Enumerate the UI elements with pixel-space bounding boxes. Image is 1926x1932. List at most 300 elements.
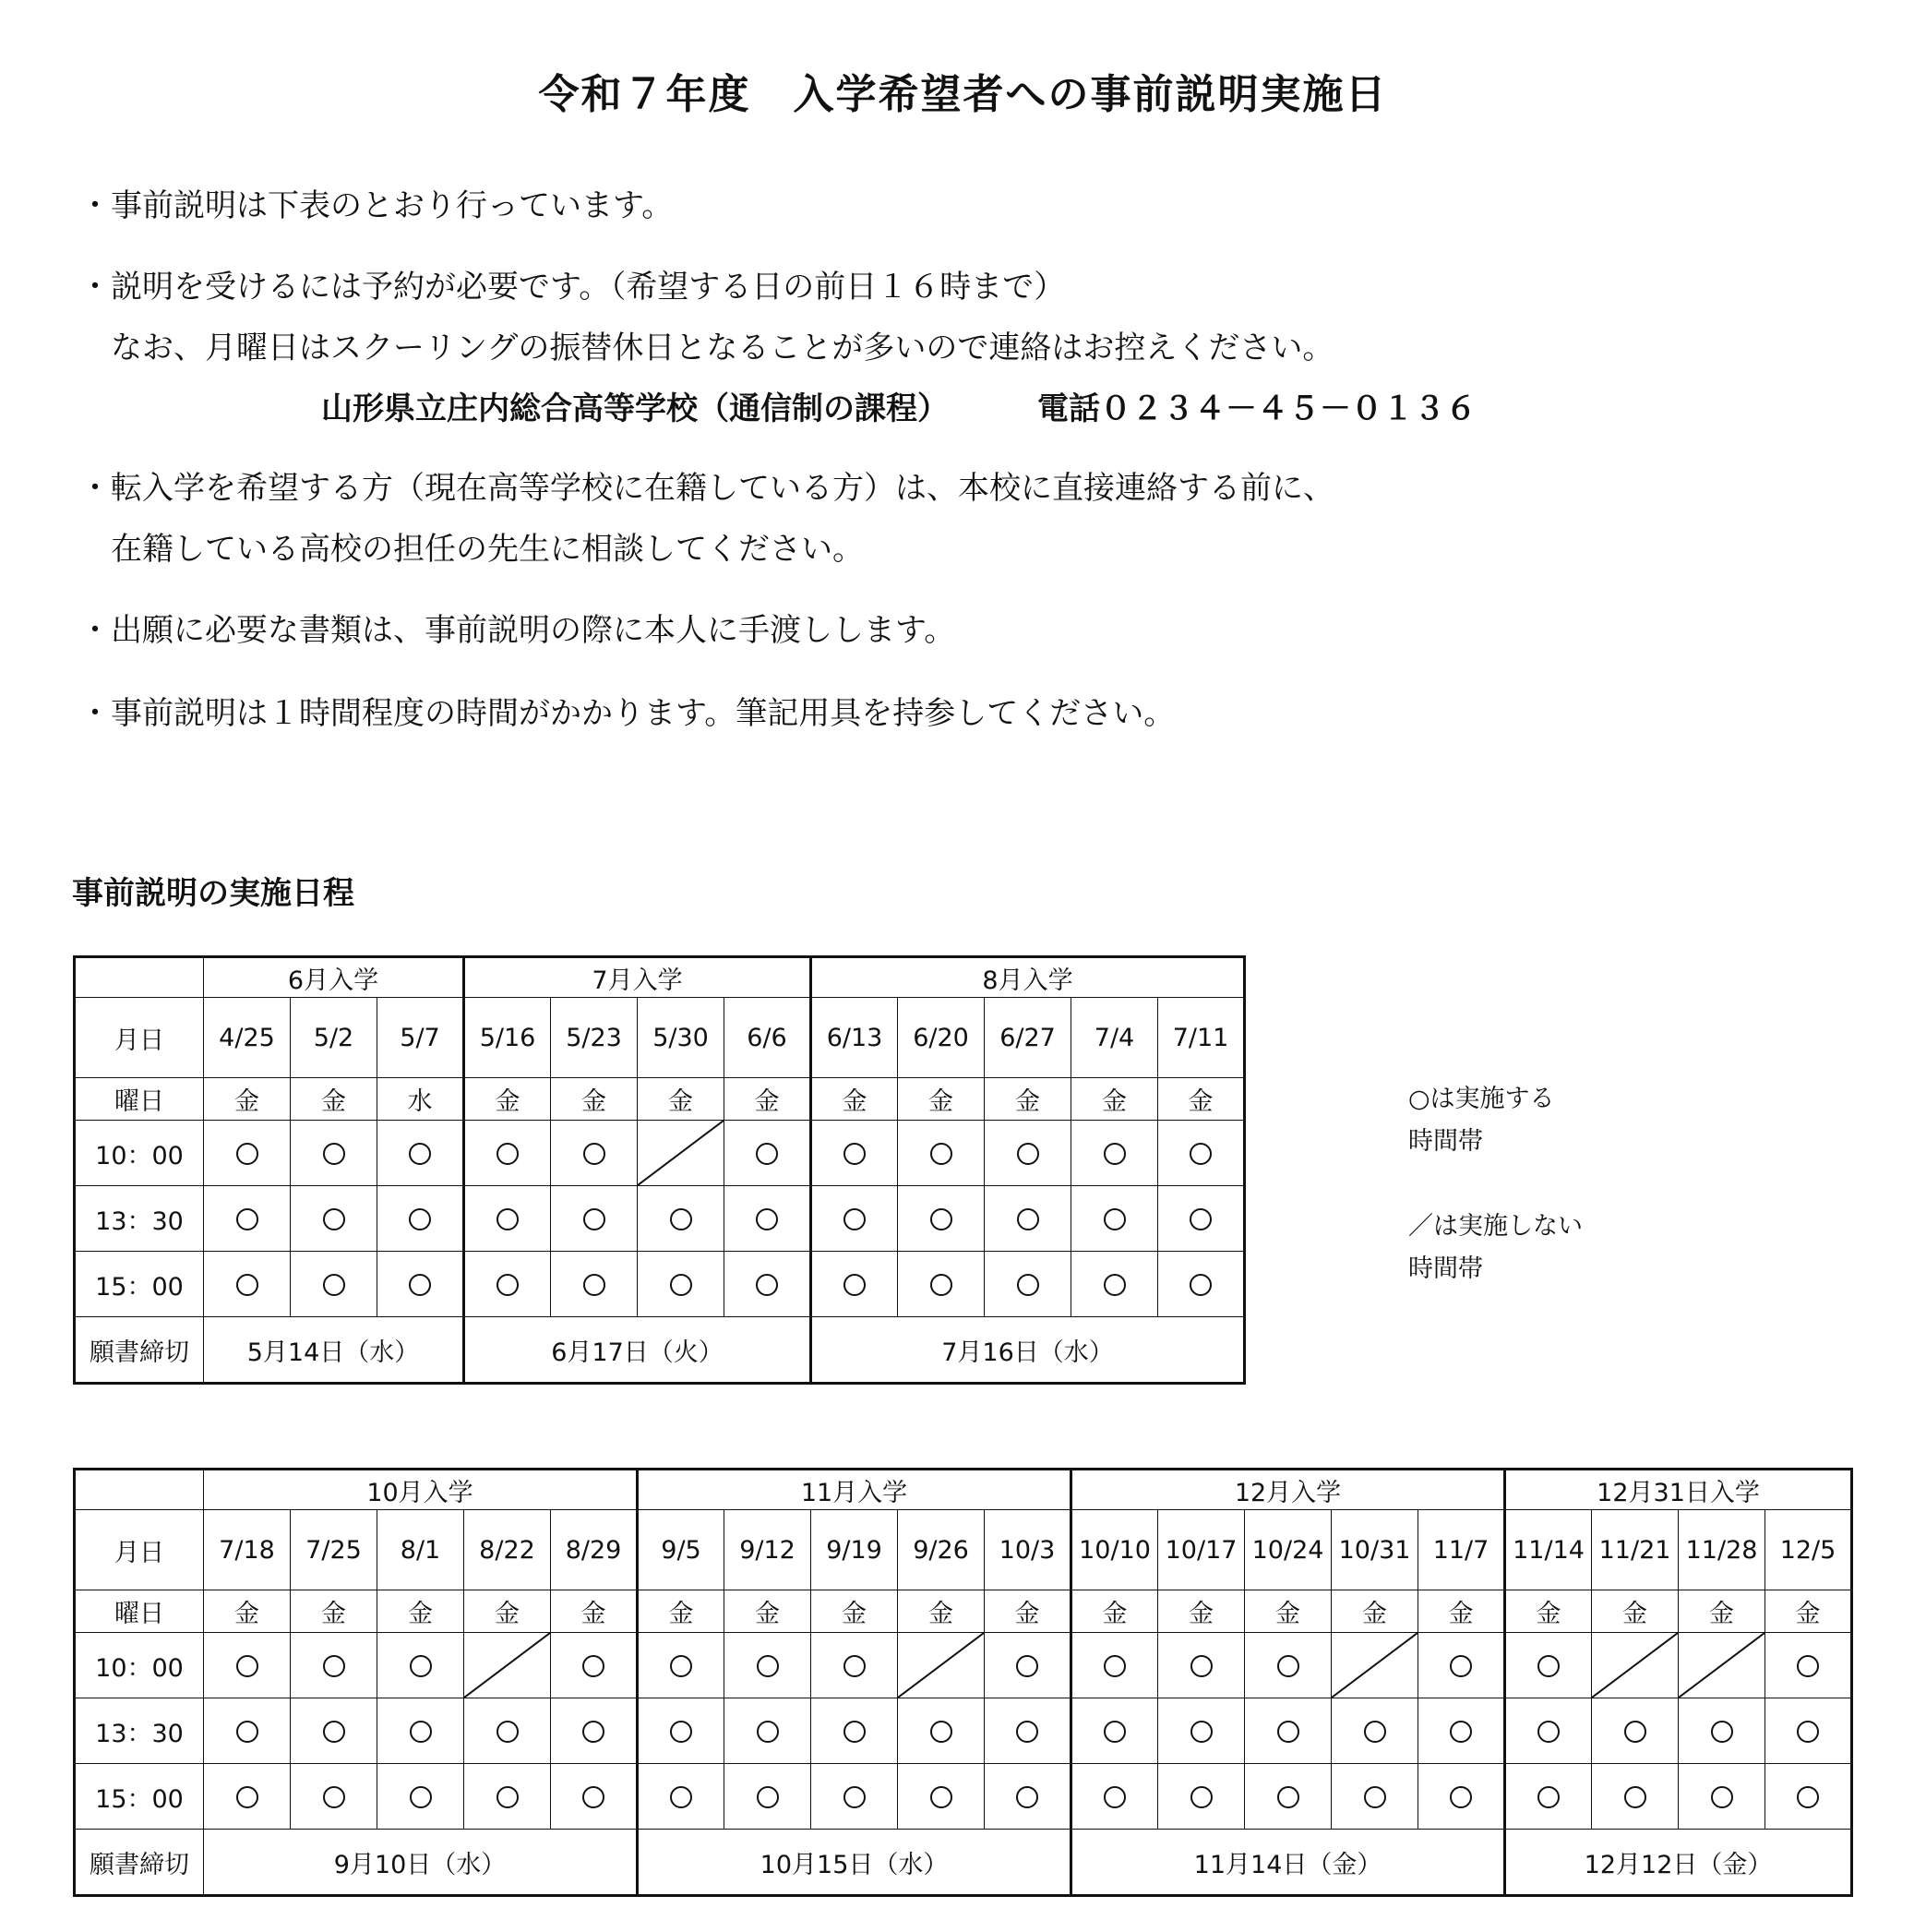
held-circle-mark <box>1624 1786 1646 1808</box>
slot-held <box>1505 1764 1592 1830</box>
not-held-slash-mark <box>1332 1633 1418 1698</box>
session-date: 9/12 <box>724 1510 811 1590</box>
application-deadline: 6月17日（火） <box>464 1317 811 1384</box>
enrollment-group-label: 12月31日入学 <box>1505 1470 1852 1510</box>
slot-held <box>985 1764 1071 1830</box>
held-circle-mark <box>1711 1721 1733 1743</box>
slot-held <box>1679 1764 1765 1830</box>
held-circle-mark <box>1104 1143 1126 1165</box>
slot-held <box>1765 1764 1852 1830</box>
held-circle-mark <box>1364 1721 1386 1743</box>
session-date: 10/17 <box>1158 1510 1245 1590</box>
held-circle-mark <box>1364 1786 1386 1808</box>
slot-held <box>638 1698 724 1764</box>
slot-held <box>1071 1633 1158 1698</box>
slot-held <box>985 1252 1071 1317</box>
application-deadline: 5月14日（水） <box>204 1317 464 1384</box>
held-circle-mark <box>1190 1143 1212 1165</box>
session-date: 8/29 <box>551 1510 638 1590</box>
held-circle-mark <box>1104 1786 1126 1808</box>
session-date: 4/25 <box>204 998 291 1078</box>
session-weekday: 金 <box>1418 1590 1505 1633</box>
slash-line <box>1592 1633 1678 1698</box>
held-circle-mark <box>757 1655 779 1677</box>
session-weekday: 金 <box>1592 1590 1679 1633</box>
session-date: 5/30 <box>638 998 724 1078</box>
session-weekday: 金 <box>1245 1590 1332 1633</box>
session-weekday: 金 <box>464 1078 551 1121</box>
held-circle-mark <box>757 1721 779 1743</box>
session-date: 5/23 <box>551 998 638 1078</box>
slot-held <box>377 1633 464 1698</box>
session-weekday: 金 <box>898 1590 985 1633</box>
slot-held <box>811 1764 898 1830</box>
time-slot-row <box>75 1186 1245 1252</box>
session-weekday: 金 <box>551 1590 638 1633</box>
session-weekday: 金 <box>724 1590 811 1633</box>
held-circle-mark <box>410 1655 432 1677</box>
held-circle-mark <box>1104 1721 1126 1743</box>
note-line: ・転入学を希望する方（現在高等学校に在籍している方）は、本校に直接連絡する前に、 <box>79 470 1334 507</box>
slot-held <box>811 1121 898 1186</box>
slot-held <box>291 1252 377 1317</box>
session-weekday: 金 <box>1505 1590 1592 1633</box>
legend-text: 時間帯 <box>1408 1127 1483 1156</box>
held-circle-mark <box>756 1274 778 1296</box>
held-circle-mark <box>1797 1655 1819 1677</box>
legend-text: ／は実施しない <box>1408 1212 1583 1241</box>
legend-held <box>1408 1078 1555 1163</box>
session-weekday: 金 <box>204 1078 291 1121</box>
session-weekday: 金 <box>724 1078 811 1121</box>
slot-held <box>1158 1633 1245 1698</box>
session-date: 10/3 <box>985 1510 1071 1590</box>
note-reservation-intro <box>79 175 673 236</box>
slot-held <box>1071 1186 1158 1252</box>
slot-held <box>551 1633 638 1698</box>
session-weekday: 金 <box>1158 1078 1245 1121</box>
slot-held <box>551 1252 638 1317</box>
slash-line <box>898 1633 984 1698</box>
held-circle-mark <box>236 1786 258 1808</box>
note-line: ・出願に必要な書類は、事前説明の際に本人に手渡しします。 <box>79 612 956 649</box>
session-date: 10/24 <box>1245 1510 1332 1590</box>
held-circle-mark <box>582 1786 604 1808</box>
held-circle-mark <box>1537 1786 1560 1808</box>
held-circle-mark <box>236 1721 258 1743</box>
legend-text: ○は実施する <box>1408 1085 1555 1113</box>
slot-held <box>204 1633 291 1698</box>
slot-held <box>638 1186 724 1252</box>
slot-held <box>985 1186 1071 1252</box>
corner-cell <box>75 957 204 998</box>
held-circle-mark <box>1797 1786 1819 1808</box>
slot-held <box>291 1633 377 1698</box>
held-circle-mark <box>843 1143 866 1165</box>
time-slot-label: 13：30 <box>75 1186 204 1252</box>
session-date: 8/22 <box>464 1510 551 1590</box>
slot-not-held <box>1679 1633 1765 1698</box>
enrollment-group-label: 7月入学 <box>464 957 811 998</box>
note-transfer <box>79 458 1334 580</box>
slot-held <box>724 1121 811 1186</box>
session-date: 9/5 <box>638 1510 724 1590</box>
enrollment-group-label: 6月入学 <box>204 957 464 998</box>
note-line: ・説明を受けるには予約が必要です。（希望する日の前日１６時まで） <box>79 269 1066 306</box>
session-date: 7/25 <box>291 1510 377 1590</box>
slot-held <box>1765 1698 1852 1764</box>
application-deadline: 10月15日（水） <box>638 1830 1071 1896</box>
held-circle-mark <box>843 1274 866 1296</box>
note-line: なお、月曜日はスクーリングの振替休日となることが多いので連絡はお控えください。 <box>79 330 1334 366</box>
application-deadline: 12月12日（金） <box>1505 1830 1852 1896</box>
session-weekday: 水 <box>377 1078 464 1121</box>
session-weekday: 金 <box>638 1590 724 1633</box>
held-circle-mark <box>1450 1655 1472 1677</box>
not-held-slash-mark <box>1592 1633 1678 1698</box>
session-weekday: 金 <box>811 1078 898 1121</box>
held-circle-mark <box>1624 1721 1646 1743</box>
held-circle-mark <box>1450 1721 1472 1743</box>
session-weekday: 金 <box>1332 1590 1418 1633</box>
slot-held <box>724 1698 811 1764</box>
held-circle-mark <box>323 1655 345 1677</box>
session-date: 8/1 <box>377 1510 464 1590</box>
held-circle-mark <box>1190 1721 1213 1743</box>
not-held-slash-mark <box>638 1121 724 1185</box>
session-date: 6/13 <box>811 998 898 1078</box>
held-circle-mark <box>1537 1655 1560 1677</box>
slash-line <box>638 1121 724 1185</box>
slot-held <box>464 1698 551 1764</box>
session-weekday: 金 <box>985 1078 1071 1121</box>
session-weekday: 金 <box>291 1078 377 1121</box>
slot-held <box>204 1698 291 1764</box>
held-circle-mark <box>670 1208 692 1230</box>
held-circle-mark <box>1711 1786 1733 1808</box>
slot-held <box>204 1121 291 1186</box>
held-circle-mark <box>323 1143 345 1165</box>
section-title: 事前説明の実施日程 <box>72 875 354 912</box>
session-date: 7/4 <box>1071 998 1158 1078</box>
slot-held <box>1418 1764 1505 1830</box>
slot-held <box>1245 1698 1332 1764</box>
note-line: 在籍している高校の担任の先生に相談してください。 <box>79 531 864 568</box>
slot-held <box>551 1121 638 1186</box>
held-circle-mark <box>843 1655 866 1677</box>
slot-held <box>464 1121 551 1186</box>
slot-held <box>1332 1764 1418 1830</box>
deadline-row <box>75 1317 1245 1384</box>
held-circle-mark <box>930 1143 952 1165</box>
held-circle-mark <box>1277 1655 1299 1677</box>
slot-held <box>1245 1764 1332 1830</box>
held-circle-mark <box>582 1721 604 1743</box>
slot-held <box>551 1186 638 1252</box>
time-slot-label: 13：30 <box>75 1698 204 1764</box>
slot-held <box>204 1186 291 1252</box>
session-date: 6/6 <box>724 998 811 1078</box>
held-circle-mark <box>756 1208 778 1230</box>
deadline-row <box>75 1830 1852 1896</box>
slot-held <box>1071 1252 1158 1317</box>
time-slot-label: 15：00 <box>75 1252 204 1317</box>
held-circle-mark <box>236 1208 258 1230</box>
held-circle-mark <box>670 1721 692 1743</box>
slot-held <box>898 1764 985 1830</box>
slot-held <box>1071 1764 1158 1830</box>
held-circle-mark <box>583 1274 605 1296</box>
held-circle-mark <box>930 1786 952 1808</box>
held-circle-mark <box>323 1208 345 1230</box>
slot-held <box>985 1121 1071 1186</box>
held-circle-mark <box>1017 1274 1039 1296</box>
session-date: 12/5 <box>1765 1510 1852 1590</box>
date-row <box>75 998 1245 1078</box>
slot-not-held <box>1332 1633 1418 1698</box>
slot-held <box>638 1764 724 1830</box>
held-circle-mark <box>409 1274 431 1296</box>
slot-held <box>1071 1121 1158 1186</box>
slot-held <box>1158 1186 1245 1252</box>
held-circle-mark <box>409 1208 431 1230</box>
held-circle-mark <box>236 1143 258 1165</box>
session-date: 6/20 <box>898 998 985 1078</box>
slot-held <box>898 1698 985 1764</box>
slot-held <box>1679 1698 1765 1764</box>
slot-held <box>377 1698 464 1764</box>
held-circle-mark <box>236 1655 258 1677</box>
slot-held <box>898 1186 985 1252</box>
slot-held <box>811 1633 898 1698</box>
enrollment-group-label: 8月入学 <box>811 957 1245 998</box>
session-weekday: 金 <box>898 1078 985 1121</box>
held-circle-mark <box>1797 1721 1819 1743</box>
held-circle-mark <box>930 1721 952 1743</box>
session-weekday: 金 <box>985 1590 1071 1633</box>
held-circle-mark <box>1190 1655 1213 1677</box>
held-circle-mark <box>843 1721 866 1743</box>
session-date: 6/27 <box>985 998 1071 1078</box>
session-weekday: 金 <box>464 1590 551 1633</box>
contact-line <box>79 378 1477 439</box>
slot-held <box>464 1186 551 1252</box>
held-circle-mark <box>1017 1143 1039 1165</box>
held-circle-mark <box>756 1143 778 1165</box>
not-held-slash-mark <box>898 1633 984 1698</box>
slot-held <box>204 1252 291 1317</box>
held-circle-mark <box>1104 1274 1126 1296</box>
session-weekday: 金 <box>1071 1078 1158 1121</box>
held-circle-mark <box>1537 1721 1560 1743</box>
slot-held <box>291 1698 377 1764</box>
held-circle-mark <box>496 1786 519 1808</box>
held-circle-mark <box>323 1721 345 1743</box>
slot-held <box>724 1764 811 1830</box>
slot-held <box>1245 1633 1332 1698</box>
held-circle-mark <box>496 1721 519 1743</box>
schedule-table-2 <box>73 1468 1853 1897</box>
application-deadline: 11月14日（金） <box>1071 1830 1505 1896</box>
enrollment-group-label: 12月入学 <box>1071 1470 1505 1510</box>
session-date: 10/31 <box>1332 1510 1418 1590</box>
slot-held <box>898 1252 985 1317</box>
legend-text: 時間帯 <box>1408 1254 1483 1283</box>
held-circle-mark <box>1016 1655 1038 1677</box>
slot-held <box>1765 1633 1852 1698</box>
not-held-slash-mark <box>1679 1633 1765 1698</box>
time-slot-row <box>75 1698 1852 1764</box>
held-circle-mark <box>496 1208 519 1230</box>
corner-cell <box>75 1470 204 1510</box>
slot-held <box>1592 1698 1679 1764</box>
slot-held <box>724 1633 811 1698</box>
slot-held <box>1505 1698 1592 1764</box>
session-weekday: 金 <box>1158 1590 1245 1633</box>
held-circle-mark <box>757 1786 779 1808</box>
note-line: ・事前説明は下表のとおり行っています。 <box>79 187 674 224</box>
weekday-row <box>75 1590 1852 1633</box>
page-title: 令和７年度 入学希望者への事前説明実施日 <box>538 71 1388 118</box>
held-circle-mark <box>496 1143 519 1165</box>
time-slot-row <box>75 1252 1245 1317</box>
held-circle-mark <box>1277 1721 1299 1743</box>
date-row <box>75 1510 1852 1590</box>
note-duration <box>79 683 1175 744</box>
held-circle-mark <box>843 1208 866 1230</box>
legend-not-held <box>1408 1206 1583 1290</box>
slot-held <box>811 1252 898 1317</box>
row-label-deadline: 願書締切 <box>75 1317 204 1384</box>
held-circle-mark <box>583 1208 605 1230</box>
row-label-weekday: 曜日 <box>75 1590 204 1633</box>
slot-held <box>1418 1698 1505 1764</box>
session-date: 10/10 <box>1071 1510 1158 1590</box>
schedule-table-1 <box>73 955 1246 1385</box>
note-documents <box>79 600 955 661</box>
session-date: 5/16 <box>464 998 551 1078</box>
session-weekday: 金 <box>551 1078 638 1121</box>
slot-not-held <box>1592 1633 1679 1698</box>
slot-held <box>291 1764 377 1830</box>
time-slot-row <box>75 1121 1245 1186</box>
held-circle-mark <box>670 1786 692 1808</box>
held-circle-mark <box>410 1721 432 1743</box>
slot-held <box>811 1186 898 1252</box>
enrollment-group-label: 11月入学 <box>638 1470 1071 1510</box>
session-weekday: 金 <box>811 1590 898 1633</box>
application-deadline: 7月16日（水） <box>811 1317 1245 1384</box>
session-weekday: 金 <box>204 1590 291 1633</box>
slot-held <box>204 1764 291 1830</box>
slot-held <box>1332 1698 1418 1764</box>
row-label-date: 月日 <box>75 1510 204 1590</box>
time-slot-row <box>75 1764 1852 1830</box>
slot-held <box>811 1698 898 1764</box>
time-slot-row <box>75 1633 1852 1698</box>
note-reservation <box>79 257 1477 439</box>
held-circle-mark <box>1277 1786 1299 1808</box>
held-circle-mark <box>409 1143 431 1165</box>
held-circle-mark <box>1190 1274 1212 1296</box>
held-circle-mark <box>1016 1786 1038 1808</box>
slot-held <box>724 1186 811 1252</box>
held-circle-mark <box>1104 1655 1126 1677</box>
slot-held <box>377 1186 464 1252</box>
held-circle-mark <box>1016 1721 1038 1743</box>
not-held-slash-mark <box>464 1633 550 1698</box>
time-slot-label: 10：00 <box>75 1633 204 1698</box>
slot-held <box>551 1698 638 1764</box>
slot-held <box>377 1252 464 1317</box>
held-circle-mark <box>1190 1208 1212 1230</box>
held-circle-mark <box>1017 1208 1039 1230</box>
phone-number: 電話０２３４－４５－０１３６ <box>1037 390 1477 427</box>
slot-held <box>464 1764 551 1830</box>
held-circle-mark <box>1450 1786 1472 1808</box>
time-slot-label: 10：00 <box>75 1121 204 1186</box>
slot-held <box>377 1764 464 1830</box>
slot-held <box>1592 1764 1679 1830</box>
group-header-row <box>75 957 1245 998</box>
held-circle-mark <box>670 1274 692 1296</box>
held-circle-mark <box>843 1786 866 1808</box>
school-name: 山形県立庄内総合高等学校（通信制の課程） <box>321 390 949 427</box>
held-circle-mark <box>323 1786 345 1808</box>
session-weekday: 金 <box>291 1590 377 1633</box>
held-circle-mark <box>236 1274 258 1296</box>
slot-held <box>1158 1764 1245 1830</box>
session-weekday: 金 <box>1071 1590 1158 1633</box>
note-line: ・事前説明は１時間程度の時間がかかります。筆記用具を持参してください。 <box>79 695 1176 732</box>
held-circle-mark <box>670 1655 692 1677</box>
slot-held <box>291 1186 377 1252</box>
session-date: 7/11 <box>1158 998 1245 1078</box>
session-weekday: 金 <box>1765 1590 1852 1633</box>
slot-held <box>898 1121 985 1186</box>
held-circle-mark <box>1190 1786 1213 1808</box>
session-date: 9/19 <box>811 1510 898 1590</box>
session-date: 5/7 <box>377 998 464 1078</box>
slot-not-held <box>898 1633 985 1698</box>
session-date: 11/14 <box>1505 1510 1592 1590</box>
slot-held <box>985 1698 1071 1764</box>
slash-line <box>464 1633 550 1698</box>
weekday-row <box>75 1078 1245 1121</box>
session-date: 7/18 <box>204 1510 291 1590</box>
slot-held <box>1158 1252 1245 1317</box>
enrollment-group-label: 10月入学 <box>204 1470 638 1510</box>
group-header-row <box>75 1470 1852 1510</box>
slash-line <box>1679 1633 1765 1698</box>
slot-held <box>1158 1698 1245 1764</box>
slot-not-held <box>638 1121 724 1186</box>
slot-held <box>464 1252 551 1317</box>
held-circle-mark <box>1104 1208 1126 1230</box>
held-circle-mark <box>496 1274 519 1296</box>
slash-line <box>1332 1633 1418 1698</box>
slot-held <box>724 1252 811 1317</box>
held-circle-mark <box>930 1208 952 1230</box>
slot-held <box>1158 1121 1245 1186</box>
slot-held <box>291 1121 377 1186</box>
held-circle-mark <box>930 1274 952 1296</box>
session-date: 11/21 <box>1592 1510 1679 1590</box>
session-weekday: 金 <box>377 1590 464 1633</box>
session-date: 9/26 <box>898 1510 985 1590</box>
slot-held <box>638 1252 724 1317</box>
session-weekday: 金 <box>1679 1590 1765 1633</box>
